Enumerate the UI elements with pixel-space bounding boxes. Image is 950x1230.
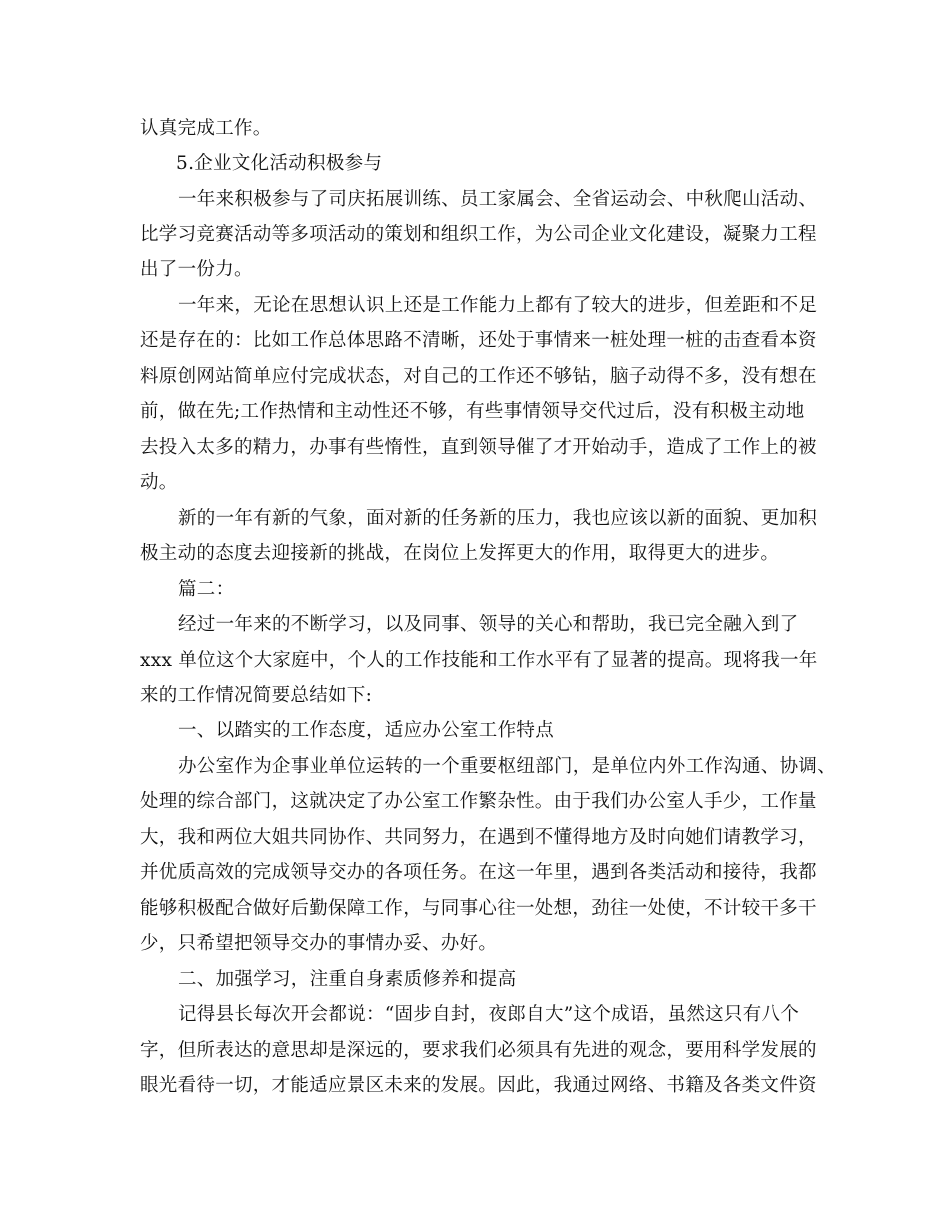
- paragraph-line: 并优质高效的完成领导交办的各项任务。在这一年里，遇到各类活动和接待，我都: [140, 862, 817, 883]
- paragraph-line: 来的工作情况简要总结如下:: [140, 685, 373, 706]
- paragraph-line: 处理的综合部门，这就决定了办公室工作繁杂性。由于我们办公室人手少，工作量: [140, 791, 817, 812]
- paragraph-line: 比学习竞赛活动等多项活动的策划和组织工作，为公司企业文化建设，凝聚力工程: [140, 224, 817, 245]
- paragraph-line: xxx 单位这个大家庭中，个人的工作技能和工作水平有了显著的提高。现将我一年: [140, 650, 818, 671]
- paragraph-line: 字，但所表达的意思却是深远的，要求我们必须具有先进的观念，要用科学发展的: [140, 1040, 817, 1061]
- paragraph-line: 新的一年有新的气象，面对新的任务新的压力，我也应该以新的面貌、更加积: [178, 508, 818, 529]
- section-heading: 一、以踏实的工作态度，适应办公室工作特点: [178, 720, 555, 741]
- paragraph-line: 动。: [140, 472, 178, 493]
- paragraph-line: 记得县长每次开会都说：“固步自封，夜郎自大”这个成语，虽然这只有八个: [178, 1004, 800, 1025]
- paragraph-line: 极主动的态度去迎接新的挑战，在岗位上发挥更大的作用，取得更大的进步。: [140, 543, 780, 564]
- section-heading: 5.企业文化活动积极参与: [176, 153, 383, 174]
- paragraph-line: 出了一份力。: [140, 259, 253, 280]
- paragraph-line: 大，我和两位大姐共同协作、共同努力，在遇到不懂得地方及时向她们请教学习，: [140, 827, 817, 848]
- paragraph-line: 少，只希望把领导交办的事情办妥、办好。: [140, 933, 498, 954]
- section-heading: 二、加强学习，注重自身素质修养和提高: [178, 969, 517, 990]
- section-heading: 篇二：: [178, 579, 235, 600]
- paragraph-line: 一年来，无论在思想认识上还是工作能力上都有了较大的进步，但差距和不足: [178, 295, 818, 316]
- paragraph-line: 料原创网站简单应付完成状态，对自己的工作还不够钻，脑子动得不多，没有想在: [140, 366, 817, 387]
- paragraph-line: 一年来积极参与了司庆拓展训练、员工家属会、全省运动会、中秋爬山活动、: [178, 189, 818, 210]
- paragraph-line: 还是存在的：比如工作总体思路不清晰，还处于事情来一桩处理一桩的击查看本资: [140, 330, 817, 351]
- paragraph-line: 能够积极配合做好后勤保障工作，与同事心往一处想，劲往一处使，不计较干多干: [140, 898, 817, 919]
- paragraph-line: 去投入太多的精力，办事有些惰性，直到领导催了才开始动手，造成了工作上的被: [140, 437, 817, 458]
- paragraph-line: 经过一年来的不断学习，以及同事、领导的关心和帮助，我已完全融入到了: [178, 614, 799, 635]
- paragraph-line: 眼光看待一切，才能适应景区未来的发展。因此，我通过网络、书籍及各类文件资: [140, 1075, 817, 1096]
- paragraph-line: 前，做在先;工作热情和主动性还不够，有些事情领导交代过后，没有积极主动地: [140, 401, 805, 422]
- paragraph-line: 办公室作为企事业单位运转的一个重要枢纽部门，是单位内外工作沟通、协调、: [178, 756, 837, 777]
- text-line: 认真完成工作。: [140, 118, 272, 139]
